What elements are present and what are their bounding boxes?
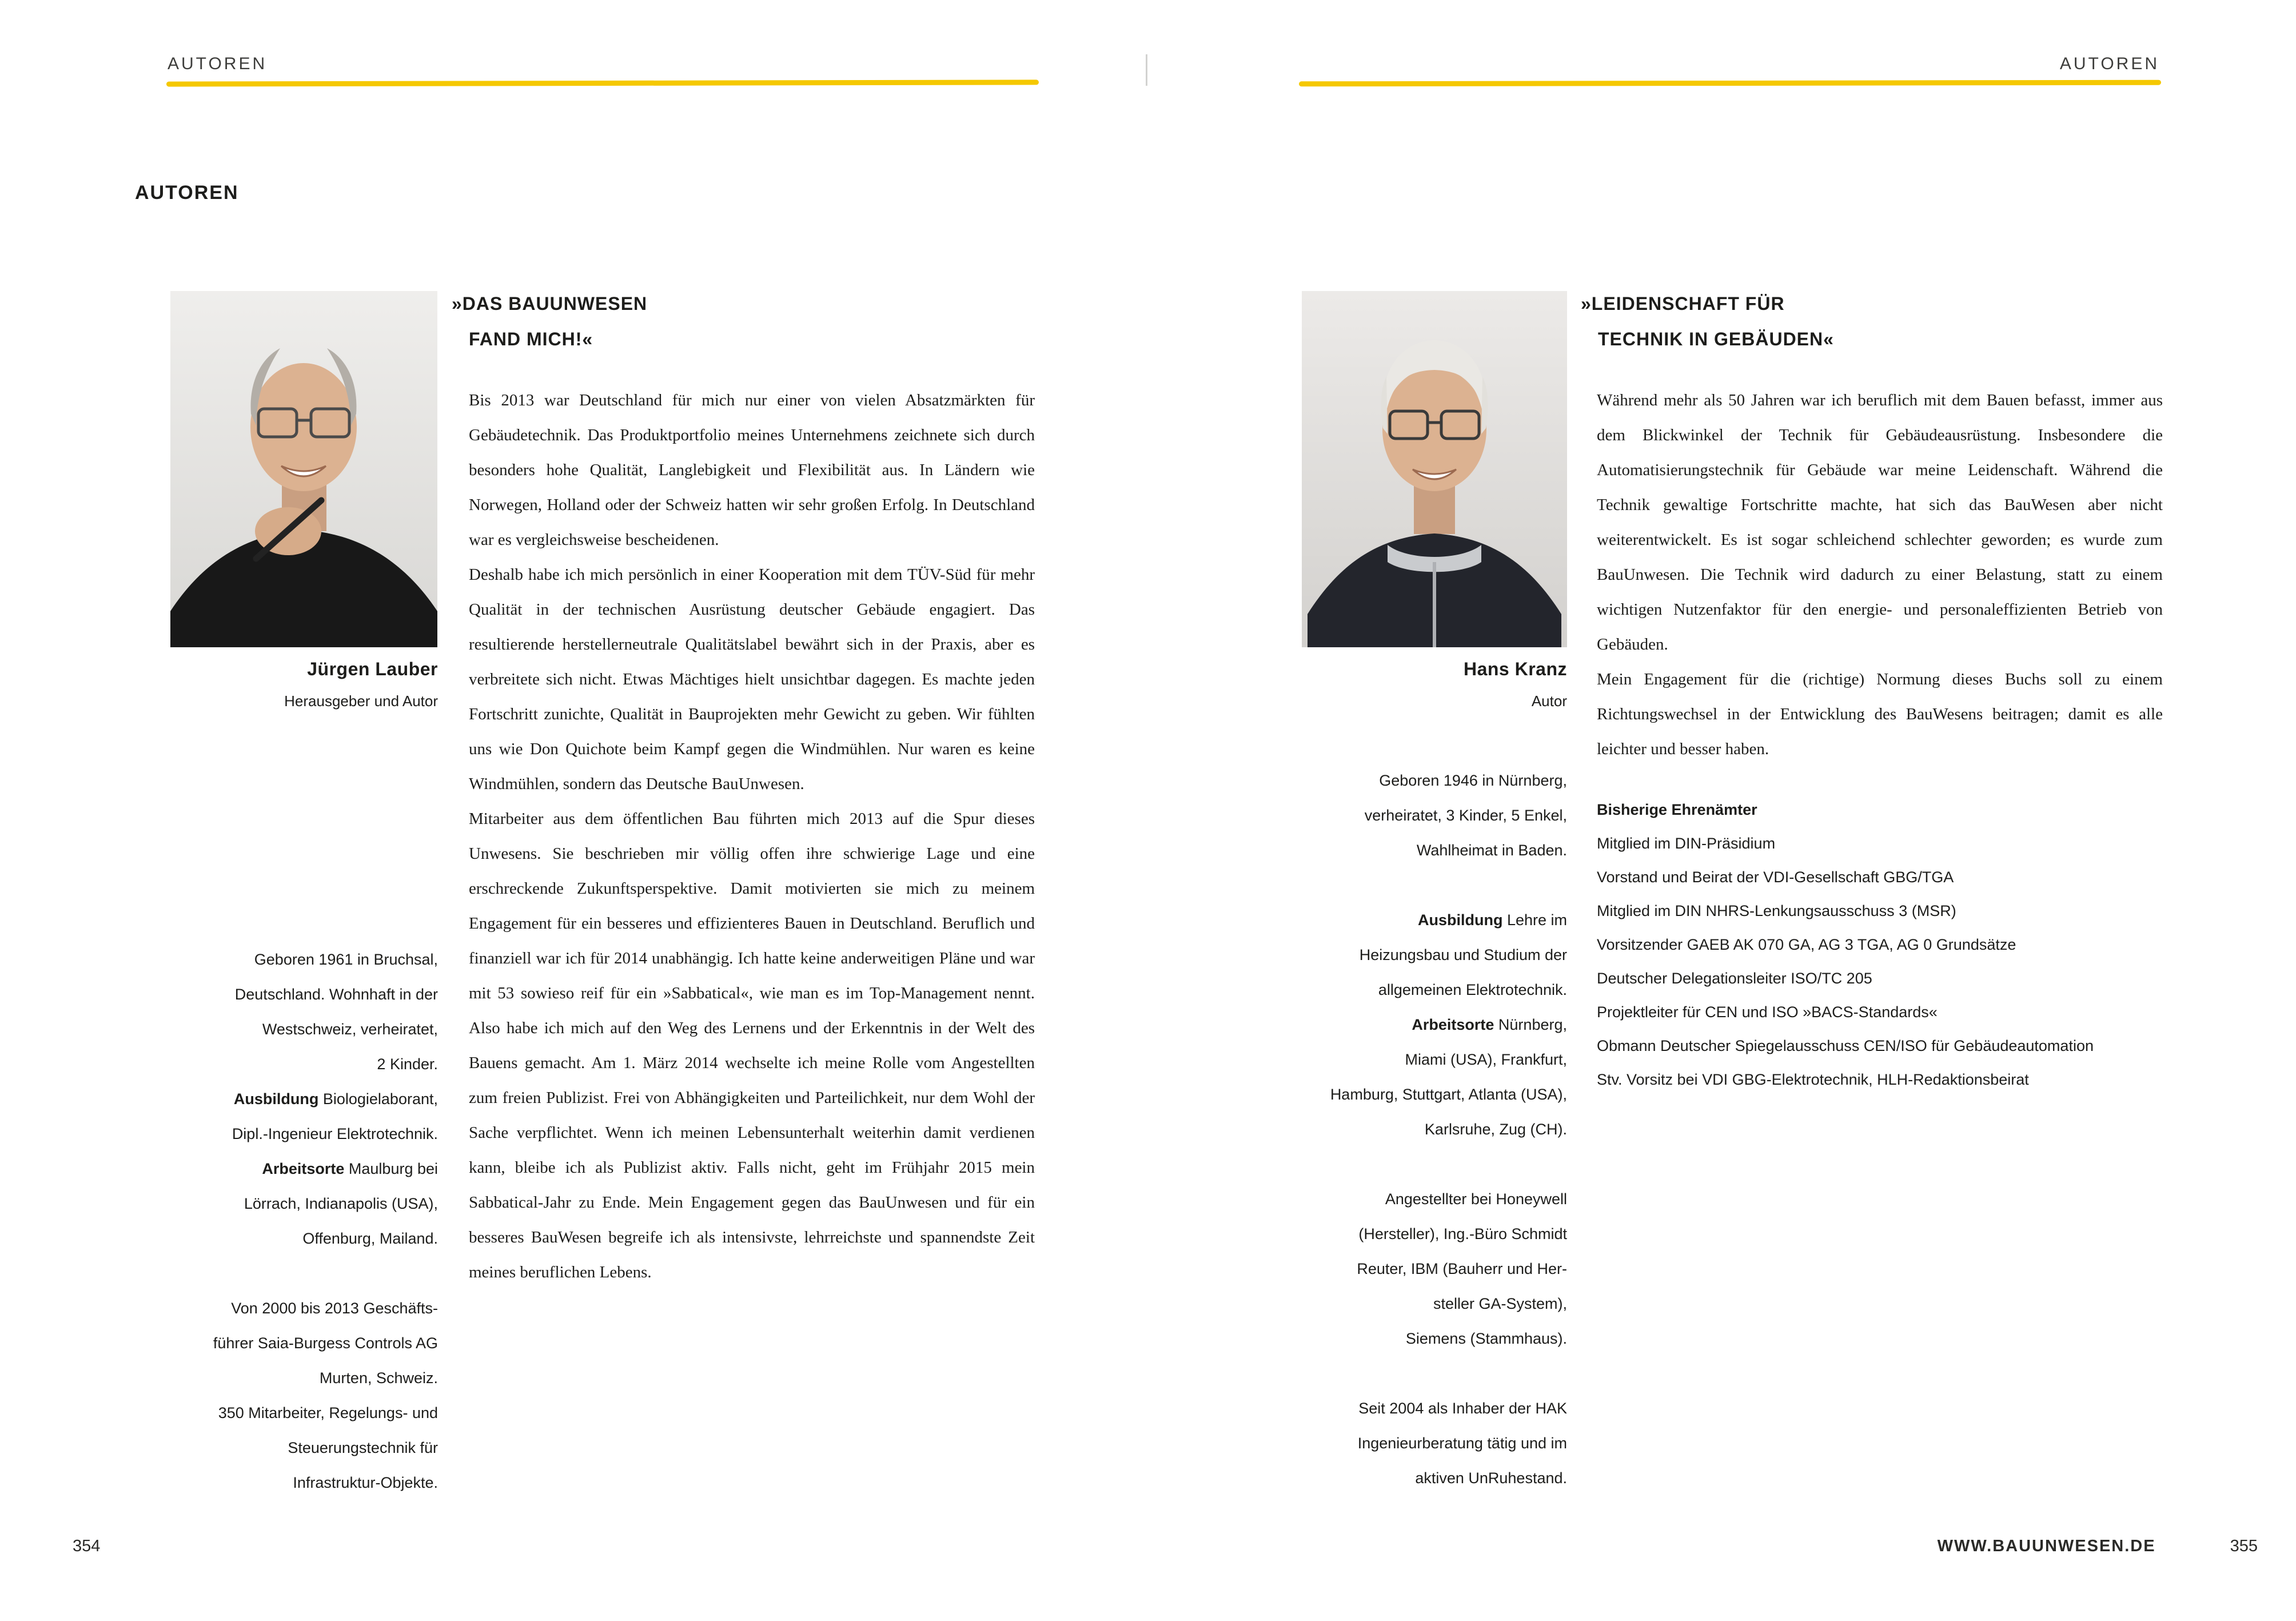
paragraph: Während mehr als 50 Jahren war ich beruflich mit dem Bauen befasst, immer aus dem Blickwinkel der Technik für Gebäudeausrüstung. Insbesondere die Automatisierungstechnik für Gebäude war meine Leidenschaft. Während die Technik gewaltige Fortschritte machte, hat sich das BauWesen aber nicht weiterentwickelt. Es ist sogar schleichend schlechter geworden; es wurde zum BauUnwesen. Die Technik wird dadurch zu einer Belastung, statt zu einem wichtigen Nutzenfaktor für den energie- und personaleffizienten Betrieb von Gebäuden. [1597, 391, 2163, 654]
bio-line: Ingenieurberatung tätig und im [1357, 1435, 1567, 1452]
bio-line: führer Saia-Burgess Controls AG [213, 1335, 438, 1352]
bio-line: (Hersteller), Ing.-Büro Schmidt [1358, 1225, 1567, 1242]
bio-line: Karlsruhe, Zug (CH). [1424, 1121, 1567, 1138]
page-gutter-mark [1146, 54, 1147, 86]
honor-item: Obmann Deutscher Spiegelausschuss CEN/ISO für Gebäudeautomation [1597, 1037, 2094, 1054]
bio-line: Wahlheimat in Baden. [1416, 842, 1567, 859]
body-text-left [469, 383, 1035, 1290]
bio-line [49, 1256, 438, 1291]
bio-line: Hamburg, Stuttgart, Atlanta (USA), [1330, 1086, 1567, 1103]
honor-item: Projektleiter für CEN und ISO »BACS-Standards« [1597, 1003, 1938, 1021]
honor-item: Mitglied im DIN NHRS-Lenkungsausschuss 3 (MSR) [1597, 902, 1956, 919]
body-text-right [1597, 383, 2163, 1097]
quote-line-2: FAND MICH!« [469, 329, 593, 349]
bio-line: aktiven UnRuhestand. [1415, 1469, 1567, 1487]
bio-line: Heizungsbau und Studium der [1359, 946, 1567, 963]
running-head-left: AUTOREN [168, 54, 268, 73]
author-meta-left [61, 659, 438, 710]
honor-item: Mitglied im DIN-Präsidium [1597, 835, 1776, 852]
honors-section [1597, 793, 2163, 1097]
author-role: Herausgeber und Autor [284, 692, 438, 710]
bio-line: Miami (USA), Frankfurt, [1405, 1051, 1567, 1068]
honor-item: Deutscher Delegationsleiter ISO/TC 205 [1597, 970, 1872, 987]
honor-item: Stv. Vorsitz bei VDI GBG-Elektrotechnik, HLH-Redaktionsbeirat [1597, 1071, 2029, 1088]
honor-item: Vorsitzender GAEB AK 070 GA, AG 3 TGA, AG 0 Grundsätze [1597, 936, 2016, 953]
quote-line-1: »DAS BAUUNWESEN [452, 293, 648, 314]
honors-title: Bisherige Ehrenämter [1597, 801, 1757, 818]
running-head-right: AUTOREN [2059, 54, 2159, 73]
bio-line: Arbeitsorte Nürnberg, [1412, 1016, 1567, 1033]
bio-line: Arbeitsorte Maulburg bei [262, 1160, 438, 1177]
pull-quote-left [452, 286, 647, 357]
bio-line: allgemeinen Elektrotechnik. [1378, 981, 1567, 998]
bio-line: Siemens (Stammhaus). [1405, 1330, 1567, 1347]
quote-line-2: TECHNIK IN GEBÄUDEN« [1598, 329, 1834, 349]
honors-list [1597, 827, 2163, 1097]
author-meta-right [1190, 659, 1567, 710]
footer-right [1938, 1537, 2258, 1556]
bio-line: Reuter, IBM (Bauherr und Her- [1357, 1260, 1567, 1277]
portrait-illustration [1302, 291, 1567, 647]
paragraph: Bis 2013 war Deutschland für mich nur einer von vielen Absatzmärkten für Gebäudetechnik. Das Produktportfolio meines Unternehmens zeichnete sich durch besonders hohe Qualität, Langlebigkeit und Flexibilität aus. In Ländern wie Norwegen, Holland oder der Schweiz hatten wir sehr großen Erfolg. In Deutschland war es vergleichsweise bescheidenen. [469, 391, 1035, 549]
bio-line: Deutschland. Wohnhaft in der [234, 986, 438, 1003]
paragraph: Deshalb habe ich mich persönlich in einer Kooperation mit dem TÜV-Süd für mehr Qualität in der technischen Ausrüstung deutscher Gebäude engagiert. Das resultierende herstellerneutrale Qualitätslabel bewährt sich in der Praxis, aber es verbreitete sich nicht. Etwas Mächtiges hielt unsichtbar dagegen. Es machte jeden Fortschritt zunichte, Qualität in Bauprojekten mehr Gewicht zu geben. Wir fühlten uns wie Don Quichote beim Kampf gegen die Windmühlen. Nur waren es keine Windmühlen, sondern das Deutsche BauUnwesen. [469, 565, 1035, 793]
bio-line [1178, 868, 1567, 903]
page-title: AUTOREN [135, 182, 239, 204]
bio-line: Seit 2004 als Inhaber der HAK [1358, 1400, 1567, 1417]
yellow-rule-right [1299, 80, 2161, 87]
quote-line-1: »LEIDENSCHAFT FÜR [1581, 293, 1785, 314]
bio-line: Ausbildung Biologielaborant, [233, 1090, 438, 1108]
bio-line: Lörrach, Indianapolis (USA), [244, 1195, 438, 1212]
bio-line: Geboren 1946 in Nürnberg, [1379, 772, 1567, 789]
author-name: Jürgen Lauber [307, 659, 438, 679]
paragraphs-right [1597, 383, 2163, 767]
yellow-rule-left [166, 79, 1039, 86]
honor-item: Vorstand und Beirat der VDI-Gesellschaft GBG/TGA [1597, 869, 1954, 886]
website-url: WWW.BAUUNWESEN.DE [1937, 1537, 2156, 1555]
author-bio-left [49, 942, 438, 1500]
bio-line [1178, 1356, 1567, 1391]
paragraph: Mitarbeiter aus dem öffentlichen Bau führten mich 2013 auf die Spur dieses Unwesens. Sie beschrieben mir völlig offen ihre schwierige Lage und eine erschreckende Zukunftsperspektive. Damit motivierten sie mich zu meinem Engagement für ein besseres und effizienteres Bauen in Deutschland. Beruflich und finanziell war ich für 2014 unabhängig. Ich hatte keine anderweitigen Pläne und war mit 53 sowieso reif für ein »Sabbatical«, wie man es im Top-Management nennt. Also habe ich mich auf den Weg des Lernens und der Erkenntnis in der Welt des Bauens gemacht. Am 1. März 2014 wechselte ich meine Rolle vom Angestellten zum freien Publizist. Frei von Abhängigkeiten und Parteilichkeit, nur dem Wohl der Sache verpflichtet. Wenn ich meinen Lebensunterhalt weiterhin damit verdienen kann, bleibe ich als Publizist aktiv. Falls nicht, geht im Frühjahr 2015 mein Sabbatical-Jahr zu Ende. Mein Engagement gegen das BauUnwesen und für ein besseres BauWesen begreife ich als intensivste, lehrreichste und spannendste Zeit meines beruflichen Lebens. [469, 810, 1035, 1281]
bio-line: Geboren 1961 in Bruchsal, [254, 951, 438, 968]
pull-quote-right [1581, 286, 1834, 357]
bio-line: verheiratet, 3 Kinder, 5 Enkel, [1364, 807, 1567, 824]
bio-line: Murten, Schweiz. [319, 1369, 438, 1387]
bio-line: Ausbildung Lehre im [1417, 911, 1567, 929]
author-name: Hans Kranz [1463, 659, 1567, 679]
page-number-left: 354 [73, 1537, 101, 1555]
bio-line: 350 Mitarbeiter, Regelungs- und [218, 1404, 438, 1421]
portrait-illustration [170, 291, 437, 647]
bio-line: Offenburg, Mailand. [302, 1230, 438, 1247]
bio-line: 2 Kinder. [377, 1056, 438, 1073]
bio-line: steller GA-System), [1433, 1295, 1567, 1312]
paragraph: Mein Engagement für die (richtige) Normung dieses Buchs soll zu einem Richtungswechsel in der Entwicklung des BauWesens beitragen; damit es alle leichter und besser haben. [1597, 670, 2163, 758]
author-photo-juergen-lauber [170, 291, 437, 647]
bio-line: Angestellter bei Honeywell [1385, 1190, 1567, 1208]
bio-line [1178, 1147, 1567, 1182]
bio-line: Westschweiz, verheiratet, [262, 1021, 438, 1038]
bio-line: Dipl.-Ingenieur Elektrotechnik. [232, 1125, 438, 1142]
bio-line: Von 2000 bis 2013 Geschäfts- [231, 1300, 438, 1317]
bio-line: Steuerungstechnik für [288, 1439, 438, 1456]
author-photo-hans-kranz [1302, 291, 1567, 647]
page-number-right: 355 [2230, 1537, 2258, 1555]
author-bio-right [1178, 763, 1567, 1496]
bio-line: Infrastruktur-Objekte. [293, 1474, 438, 1491]
author-role: Autor [1531, 692, 1567, 710]
